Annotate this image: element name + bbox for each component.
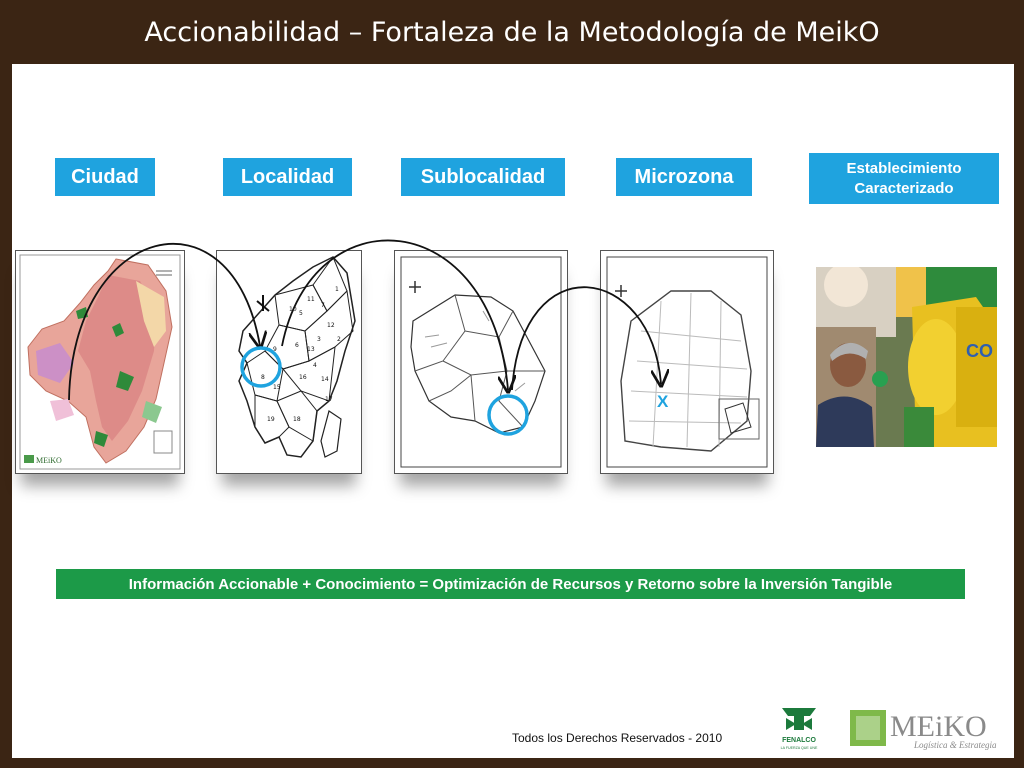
meiko-tagline: Logística & Estrategia: [914, 740, 997, 750]
localidad-number: 15: [273, 384, 281, 391]
microzona-marker: X: [657, 392, 669, 411]
localidad-number: 2: [337, 336, 341, 343]
page-title: Accionabilidad – Fortaleza de la Metodología de MeikO: [144, 16, 880, 48]
localidad-number: 11: [307, 296, 315, 303]
label-establecimiento-line2: Caracterizado: [854, 179, 954, 197]
meiko-logo-mark: [848, 700, 1008, 752]
highlight-circle-sublocalidad: [489, 396, 527, 434]
label-establecimiento-line1: Establecimiento: [846, 159, 962, 177]
meiko-logo: [848, 700, 1008, 752]
fenalco-name: FENALCO: [782, 737, 816, 744]
label-sublocalidad: Sublocalidad: [401, 158, 565, 196]
label-ciudad: Ciudad: [55, 158, 155, 196]
footer-copyright: Todos los Derechos Reservados - 2010: [512, 731, 723, 745]
svg-text:CO: CO: [966, 341, 993, 361]
flow-arrows-overlay: [12, 64, 1014, 758]
arrow-localidad-to-sublocalidad: [282, 240, 508, 390]
city-map-brand: MEiKO: [36, 456, 62, 465]
localidad-number: 14: [321, 376, 329, 383]
fenalco-tagline: LA FUERZA QUE UNE: [780, 746, 818, 750]
fenalco-emblem-icon: [776, 704, 822, 752]
localidad-number: 3: [317, 336, 321, 343]
localidad-number: 16: [299, 374, 307, 381]
localidad-number: 8: [261, 374, 265, 381]
localidad-number: 4: [313, 362, 317, 369]
fenalco-logo: [776, 704, 822, 752]
highlight-circle-localidad: [242, 348, 280, 386]
localidad-number: 18: [293, 416, 301, 423]
label-localidad: Localidad: [223, 158, 352, 196]
label-microzona: Microzona: [616, 158, 752, 196]
localidad-number: 5: [299, 310, 303, 317]
localidad-number: 13: [307, 346, 315, 353]
summary-banner: Información Accionable + Conocimiento = Optimización de Recursos y Retorno sobre la Inversión Tangible: [56, 569, 965, 599]
arrow-ciudad-to-localidad: [69, 244, 260, 400]
localidad-number: 17: [325, 396, 333, 403]
localidad-number: 7: [321, 302, 325, 309]
meiko-name: MEiKO: [890, 710, 987, 743]
localidad-number: 10: [289, 306, 297, 313]
localidad-number: 6: [295, 342, 299, 349]
arrow-sublocalidad-to-microzona: [512, 287, 661, 390]
slide-content: [12, 64, 1014, 758]
localidad-number: 1: [335, 286, 339, 293]
localidad-number: 19: [267, 416, 275, 423]
localidad-number: 9: [273, 346, 277, 353]
localidad-number: 12: [327, 322, 335, 329]
